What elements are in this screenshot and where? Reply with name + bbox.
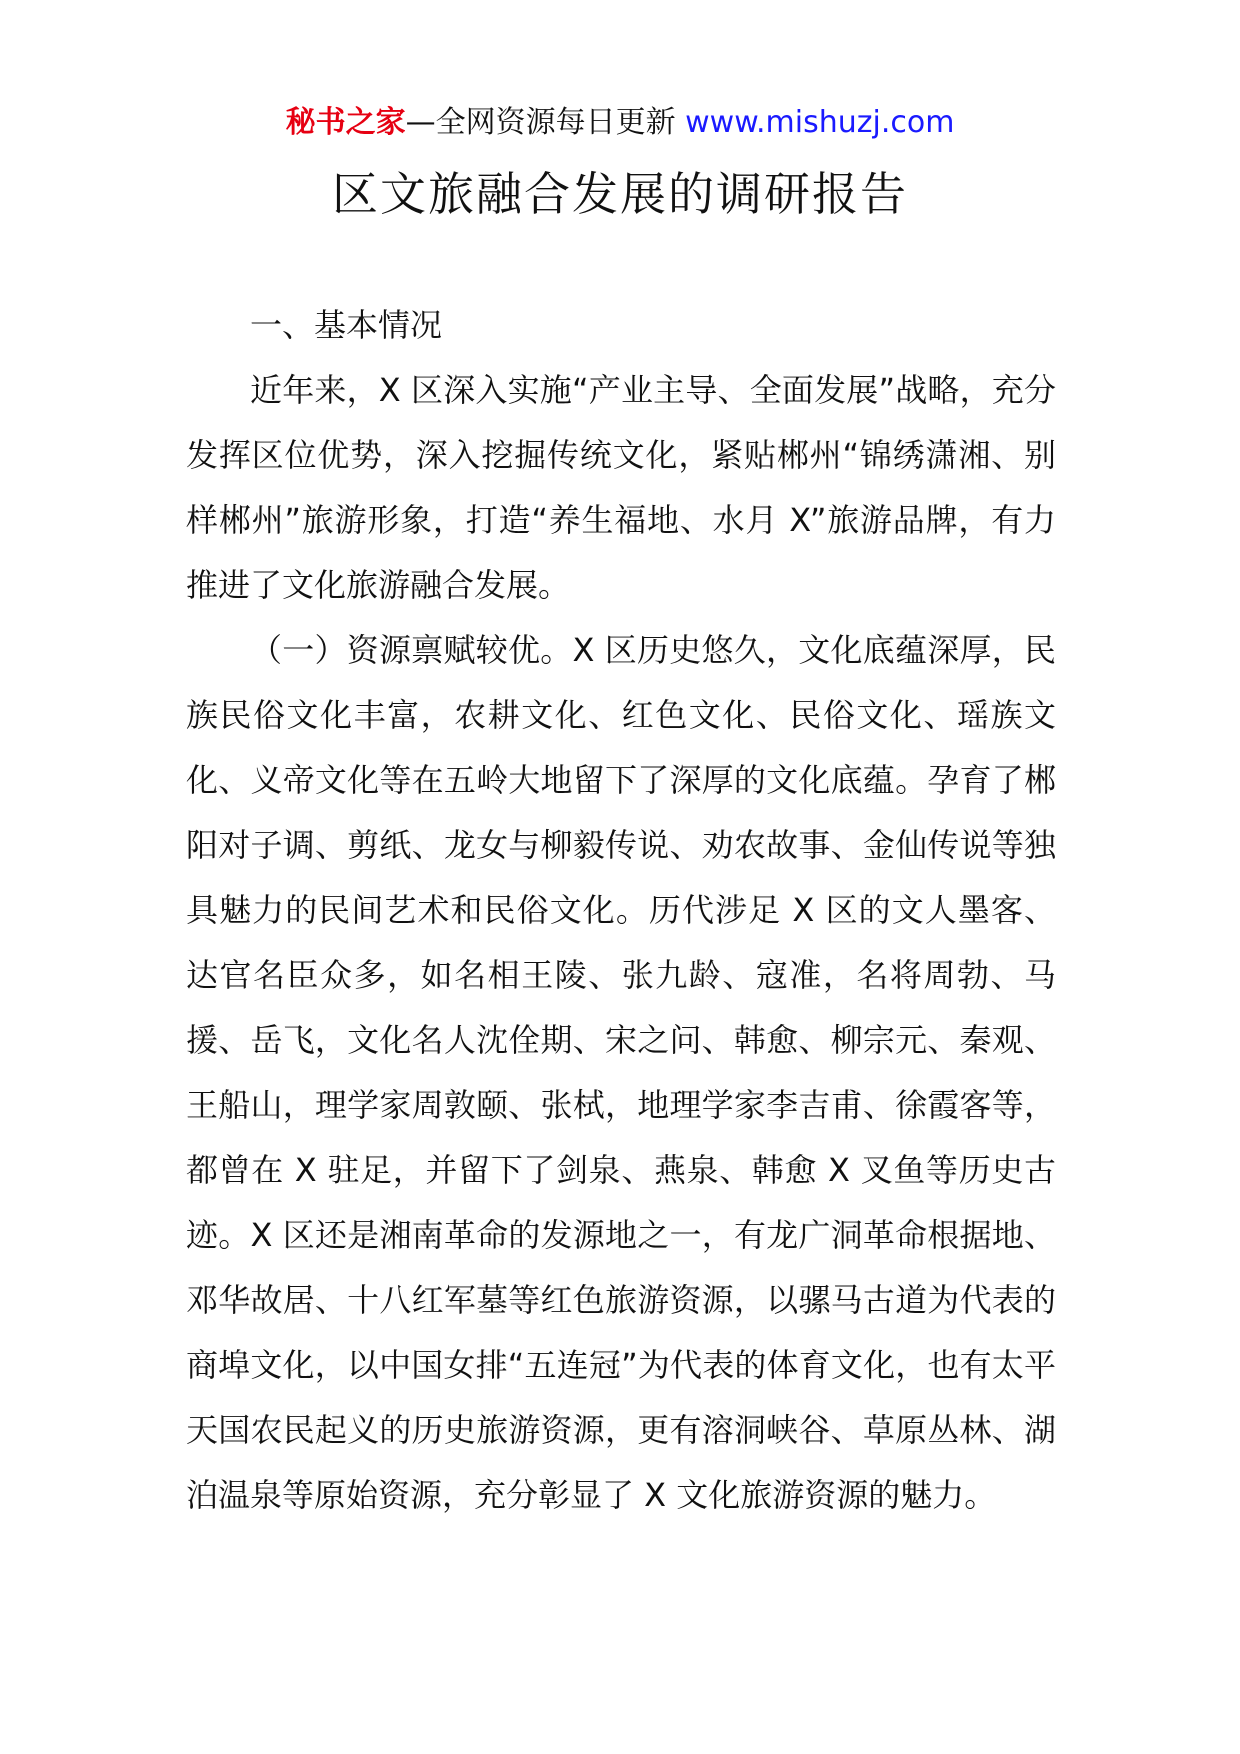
site-header [0, 101, 1240, 145]
site-url-link[interactable]: www.mishuzj.com [685, 105, 955, 140]
section-heading: 一、基本情况 [250, 306, 443, 344]
paragraph-intro: 近年来，X 区深入实施“产业主导、全面发展”战略，充分发挥区位优势，深入挖掘传统文化，紧贴郴州“锦绣潇湘、别样郴州”旅游形象，打造“养生福地、水月 X”旅游品牌，有力推进了文化旅游融合发展。 [186, 371, 1056, 604]
document-body [186, 293, 1056, 1528]
brand-name: 秘书之家 [285, 105, 406, 140]
paragraph-resources: （一）资源禀赋较优。X 区历史悠久，文化底蕴深厚，民族民俗文化丰富，农耕文化、红色文化、民俗文化、瑶族文化、义帝文化等在五岭大地留下了深厚的文化底蕴。孕育了郴阳对子调、剪纸、龙女与柳毅传说、劝农故事、金仙传说等独具魅力的民间艺术和民俗文化。历代涉足 X 区的文人墨客、达官名臣众多，如名相王陵、张九龄、寇准，名将周勃、马援、岳飞，文化名人沈佺期、宋之问、韩愈、柳宗元、秦观、王船山，理学家周敦颐、张栻，地理学家李吉甫、徐霞客等，都曾在 X 驻足，并留下了剑泉、燕泉、韩愈 X 叉鱼等历史古迹。X 区还是湘南革命的发源地之一，有龙广洞革命根据地、邓华故居、十八红军墓等红色旅游资源，以骡马古道为代表的商埠文化，以中国女排“五连冠”为代表的体育文化，也有太平天国农民起义的历史旅游资源，更有溶洞峡谷、草原丛林、湖泊温泉等原始资源，充分彰显了 X 文化旅游资源的魅力。 [186, 631, 1056, 1514]
document-title: 区文旅融合发展的调研报告 [332, 167, 908, 221]
header-tagline: —全网资源每日更新 [405, 105, 676, 140]
